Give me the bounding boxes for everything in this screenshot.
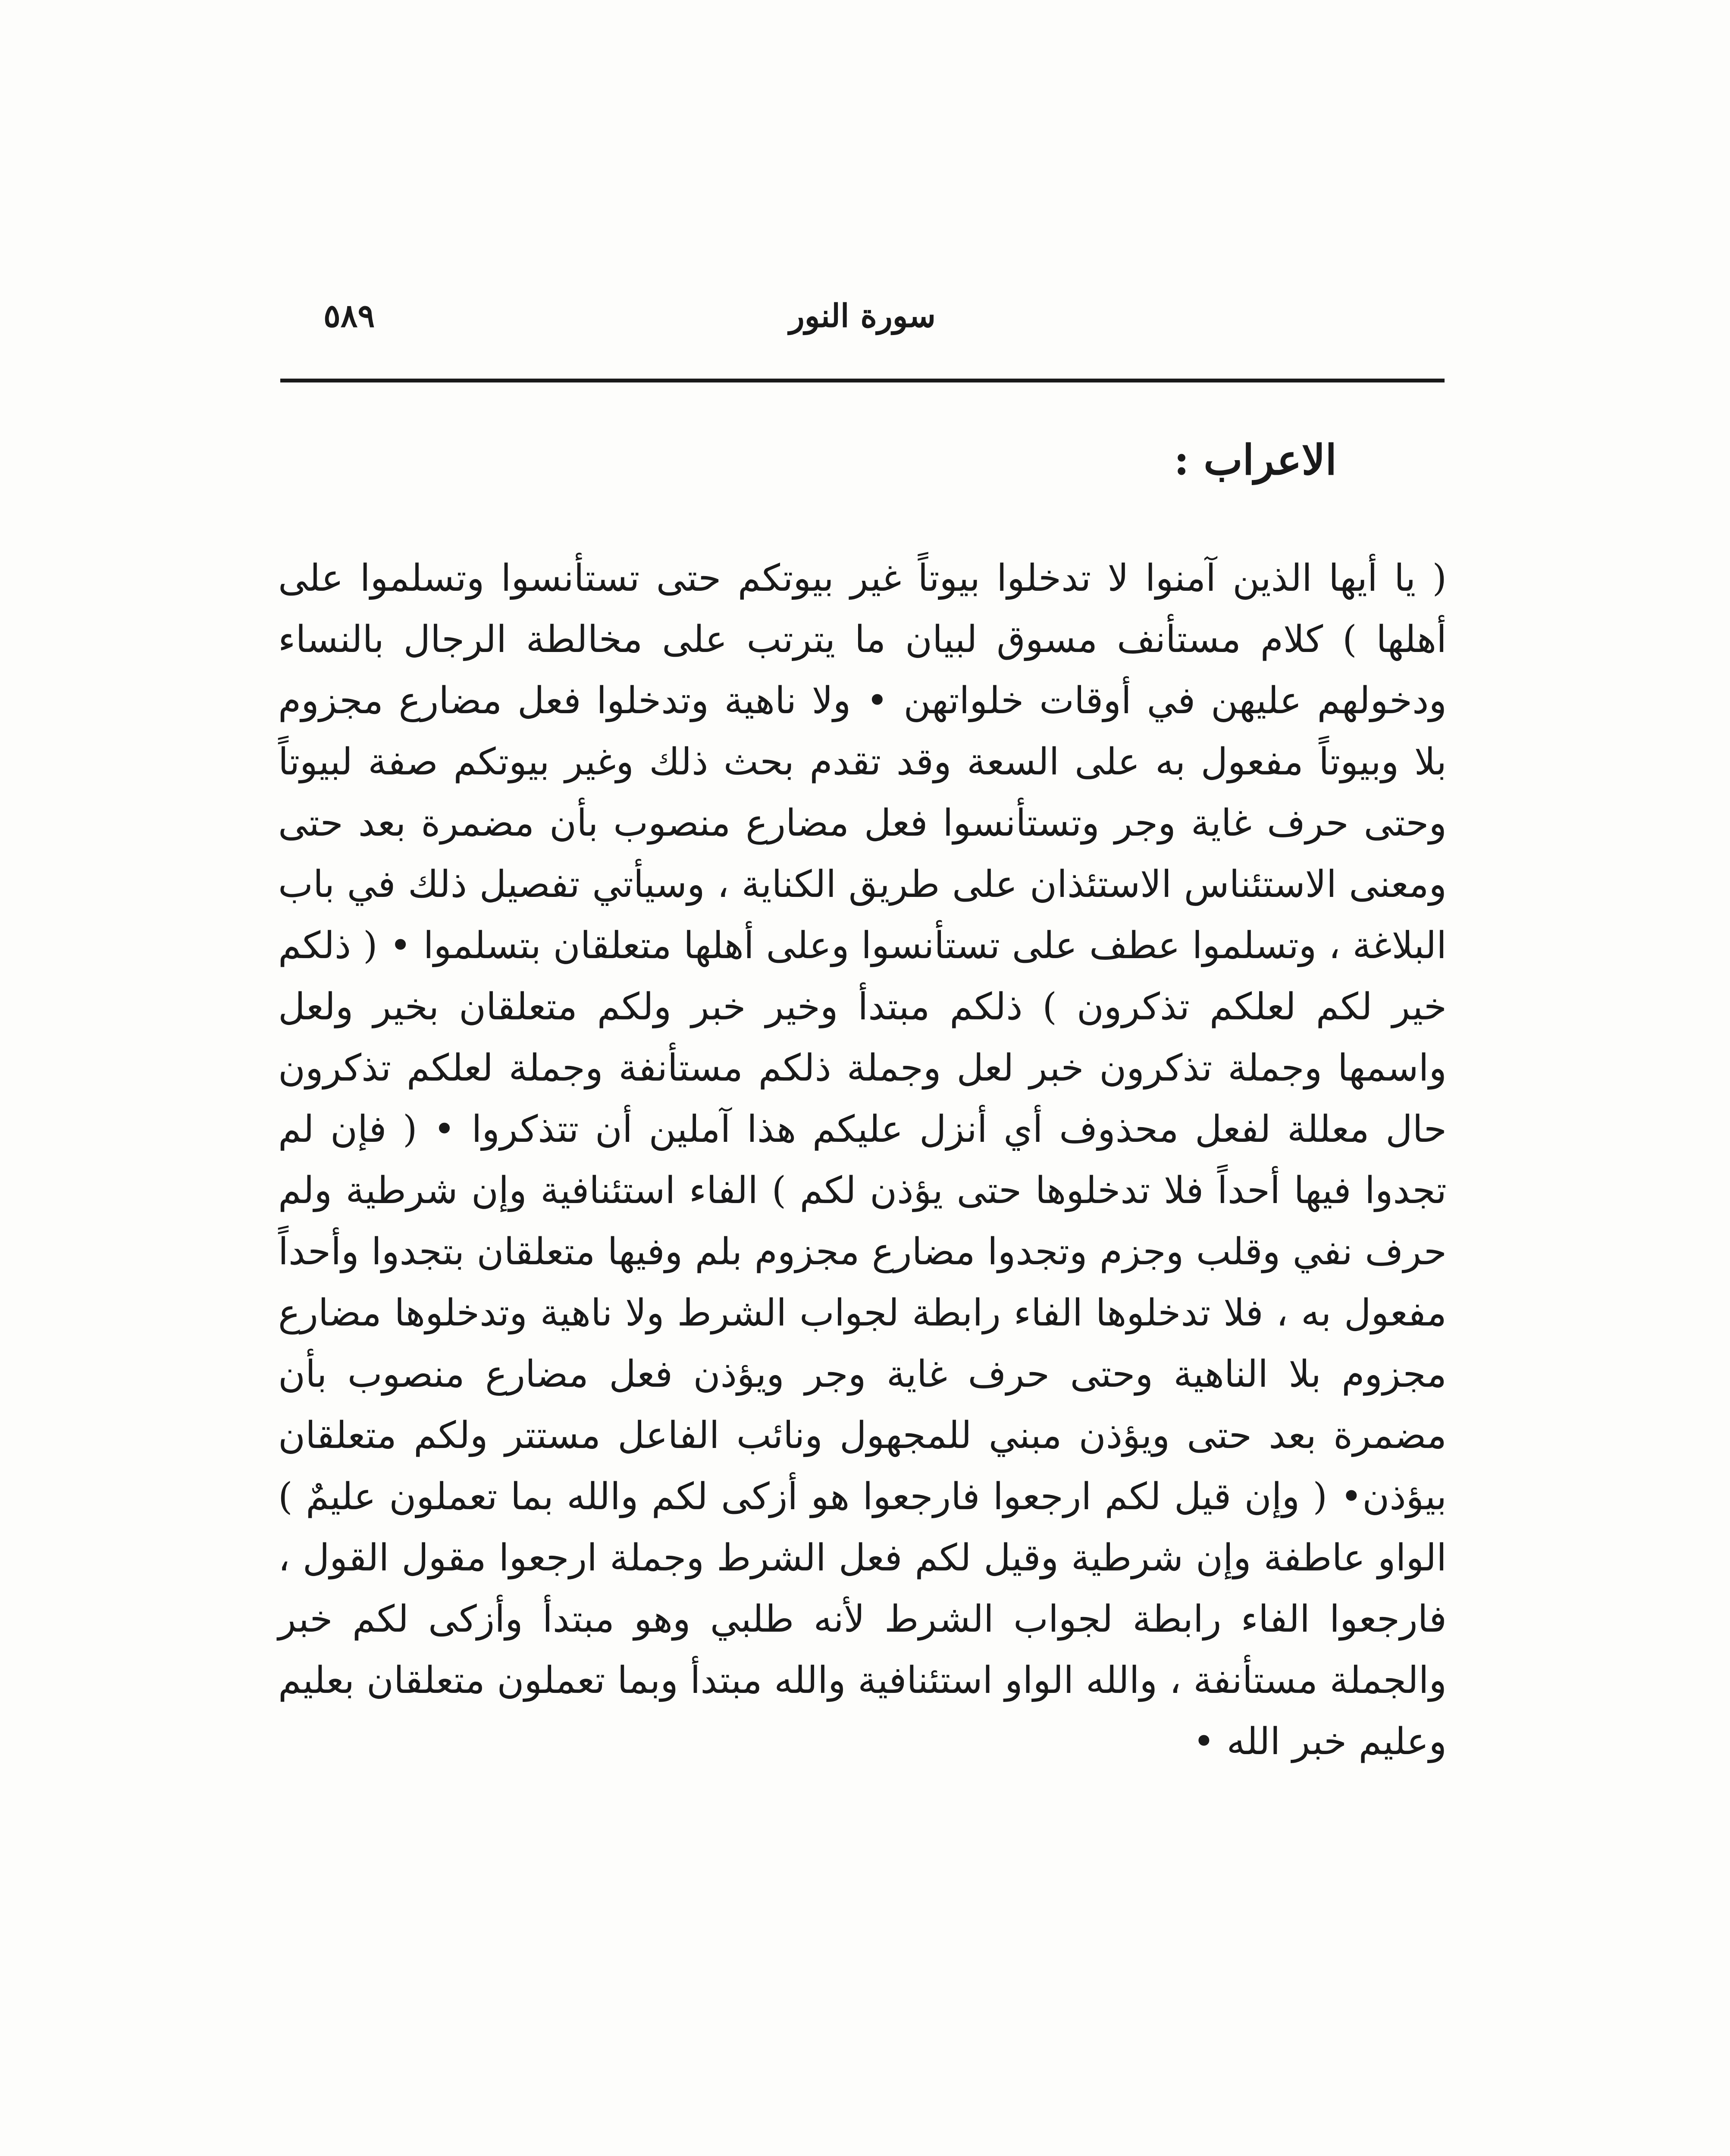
body-paragraph: ( يا أيها الذين آمنوا لا تدخلوا بيوتاً غير بيوتكم حتى تستأنسوا وتسلموا على أهلها ) كلام مستأنف مسوق لبيان ما يترتب على مخالطة الرجال بالنساء ودخولهم عليهن في أوقات خلواتهن • ولا ناهية وتدخلوا فعل مضارع مجزوم بلا وبيوتاً مفعول به على السعة وقد تقدم بحث ذلك وغير بيوتكم صفة لبيوتاً وحتى حرف غاية وجر وتستأنسوا فعل مضارع منصوب بأن مضمرة بعد حتى ومعنى الاستئناس الاستئذان على طريق الكناية ، وسيأتي تفصيل ذلك في باب البلاغة ، وتسلموا عطف على تستأنسوا وعلى أهلها متعلقان بتسلموا • ( ذلكم خير لكم لعلكم تذكرون ) ذلكم مبتدأ وخير خبر ولكم متعلقان بخير ولعل واسمها وجملة تذكرون خبر لعل وجملة ذلكم مستأنفة وجملة لعلكم تذكرون حال معللة لفعل محذوف أي أنزل عليكم هذا آملين أن تتذكروا • ( فإن لم تجدوا فيها أحداً فلا تدخلوها حتى يؤذن لكم ) الفاء استئنافية وإن شرطية ولم حرف نفي وقلب وجزم وتجدوا مضارع مجزوم بلم وفيها متعلقان بتجدوا وأحداً مفعول به ، فلا تدخلوها الفاء رابطة لجواب الشرط ولا ناهية وتدخلوها مضارع مجزوم بلا الناهية وحتى حرف غاية وجر ويؤذن فعل مضارع منصوب بأن مضمرة بعد حتى ويؤذن مبني للمجهول ونائب الفاعل مستتر ولكم متعلقان بيؤذن• ( وإن قيل لكم ارجعوا فارجعوا هو أزكى لكم والله بما تعملون عليمٌ ) الواو عاطفة وإن شرطية وقيل لكم فعل الشرط وجملة ارجعوا مقول القول ، فارجعوا الفاء رابطة لجواب الشرط لأنه طلبي وهو مبتدأ وأزكى لكم خبر والجملة مستأنفة ، والله الواو استئنافية والله مبتدأ وبما تعملون متعلقان بعليم وعليم خبر الله •: [278, 557, 1447, 1763]
page-header: [280, 298, 1445, 349]
header-divider: [280, 379, 1445, 382]
page-number: ٥٨٩: [323, 298, 375, 335]
running-title: سورة النور: [789, 298, 936, 335]
section-heading: الاعراب :: [1174, 436, 1337, 484]
